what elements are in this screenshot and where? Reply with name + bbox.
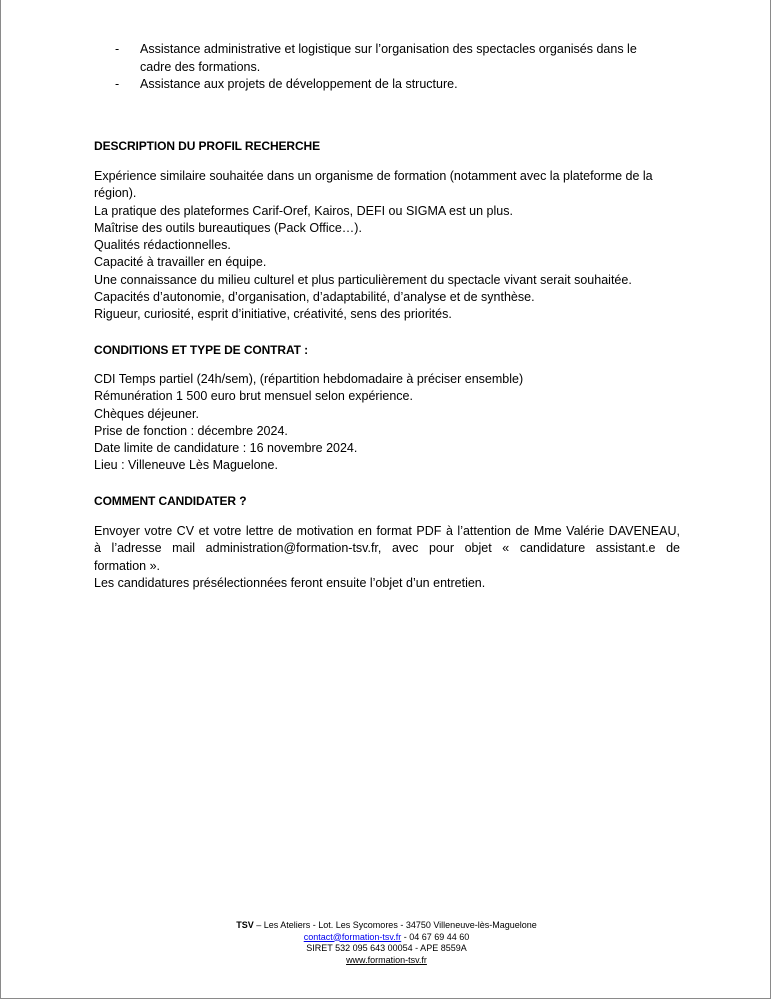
text-line: à l’adresse mail administration@formation-tsv.fr, avec pour objet « candidature assistant.e de bbox=[94, 541, 680, 556]
text-line: Capacités d’autonomie, d’organisation, d’adaptabilité, d’analyse et de synthèse. bbox=[94, 290, 535, 305]
text-line: Maîtrise des outils bureautiques (Pack Office…). bbox=[94, 220, 362, 235]
bullet-marker: - bbox=[115, 77, 120, 91]
missions-bullet-list bbox=[115, 41, 675, 94]
footer-address: – Les Ateliers - Lot. Les Sycomores - 34750 Villeneuve-lès-Maguelone bbox=[253, 920, 537, 930]
text-line: Chèques déjeuner. bbox=[94, 406, 199, 421]
bullet-marker: - bbox=[115, 42, 120, 56]
section-heading-profil: DESCRIPTION DU PROFIL RECHERCHE bbox=[94, 139, 321, 153]
list-item bbox=[115, 76, 675, 94]
candidater-paragraph bbox=[94, 523, 680, 592]
text-line: formation ». bbox=[94, 558, 161, 573]
footer-contact-line bbox=[1, 932, 771, 944]
text-line: Capacité à travailler en équipe. bbox=[94, 255, 267, 270]
text-line: Rémunération 1 500 euro brut mensuel selon expérience. bbox=[94, 389, 413, 404]
bullet-text-line: Assistance administrative et logistique sur l’organisation des spectacles organisés dans le bbox=[140, 42, 637, 56]
text-line: Lieu : Villeneuve Lès Maguelone. bbox=[94, 458, 278, 473]
section-heading-candidater: COMMENT CANDIDATER ? bbox=[94, 494, 247, 508]
footer-siret: SIRET 532 095 643 00054 - APE 8559A bbox=[306, 943, 467, 953]
text-line: Qualités rédactionnelles. bbox=[94, 238, 231, 253]
text-line: Expérience similaire souhaitée dans un organisme de formation (notamment avec la plateforme de la bbox=[94, 169, 653, 183]
text-line: Envoyer votre CV et votre lettre de motivation en format PDF à l’attention de Mme Valérie DAVENEAU, bbox=[94, 524, 680, 538]
text-line: CDI Temps partiel (24h/sem), (répartition hebdomadaire à préciser ensemble) bbox=[94, 372, 524, 386]
text-line: Une connaissance du milieu culturel et plus particulièrement du spectacle vivant serait souhaitée. bbox=[94, 272, 632, 287]
section-heading-conditions: CONDITIONS ET TYPE DE CONTRAT : bbox=[94, 343, 309, 357]
bullet-text-line: cadre des formations. bbox=[140, 59, 261, 74]
page-footer bbox=[1, 920, 771, 966]
text-line: Date limite de candidature : 16 novembre 2024. bbox=[94, 441, 358, 456]
list-item bbox=[115, 41, 675, 76]
footer-address-line bbox=[1, 920, 771, 932]
text-line: Les candidatures présélectionnées feront ensuite l’objet d’un entretien. bbox=[94, 575, 486, 590]
text-line: Rigueur, curiosité, esprit d’initiative, créativité, sens des priorités. bbox=[94, 307, 452, 322]
text-line: Prise de fonction : décembre 2024. bbox=[94, 423, 288, 438]
footer-email-link[interactable]: contact@formation-tsv.fr bbox=[303, 931, 402, 942]
footer-phone: - 04 67 69 44 60 bbox=[401, 931, 470, 942]
conditions-paragraph bbox=[94, 371, 680, 475]
text-line: La pratique des plateformes Carif-Oref, Kairos, DEFI ou SIGMA est un plus. bbox=[94, 203, 513, 218]
profil-paragraph bbox=[94, 168, 680, 324]
footer-website-link[interactable]: www.formation-tsv.fr bbox=[346, 954, 427, 965]
footer-org-name: TSV bbox=[236, 920, 254, 930]
bullet-text-line: Assistance aux projets de développement de la structure. bbox=[140, 77, 458, 91]
text-line: région). bbox=[94, 186, 137, 201]
